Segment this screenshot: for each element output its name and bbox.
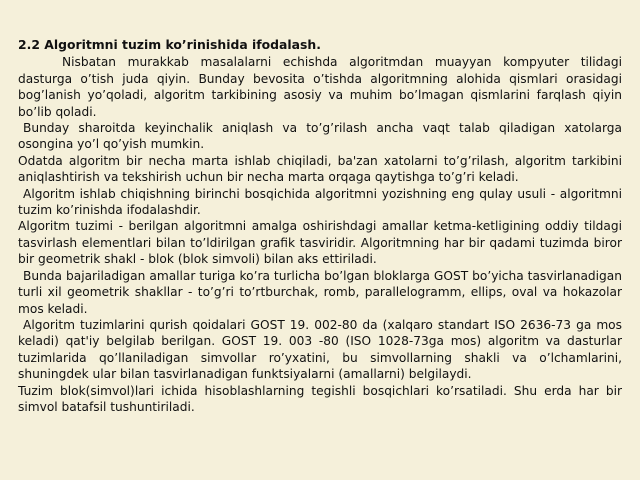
paragraph-first-stage: Algoritm ishlab chiqishning birinchi bosqichida algoritmni yozishning eng qulay usuli - algoritmni tuzim ko’rinishda ifodalashdir.	[18, 186, 622, 218]
paragraph-blocks: Tuzim blok(simvol)lari ichida hisoblashlarning tegishli bosqichlari ko’rsatiladi. Shu erda har bir simvol batafsil tushuntiriladi.	[18, 383, 622, 414]
paragraph-definition: Algoritm tuzimi - berilgan algoritmni amalga oshirishdagi amallar ketma-ketligining oddiy tildagi tasvirlash elementlari bilan to’ldirilgan grafik tasviridir. Algoritmning har bir qadami tuzimda biror bir geometrik shakl - blok (blok simvoli) bilan aks ettiriladi.	[18, 219, 622, 267]
paragraph-errors: Bunday sharoitda keyinchalik aniqlash va to’g’rilash ancha vaqt talab qiladigan xatolarga osongina yo’l qo’yish mumkin.	[18, 121, 622, 152]
section-heading: 2.2 Algoritmni tuzim ko’rinishida ifodalash.	[18, 37, 321, 52]
paragraph-iterations: Odatda algoritm bir necha marta ishlab chiqiladi, ba'zan xatolarni to’g’rilash, algoritm tarkibini aniqlashtirish va tekshirish uchun bir necha marta orqaga qaytishga to’g’ri keladi.	[18, 153, 622, 185]
paragraph-intro: Nisbatan murakkab masalalarni echishda algoritmdan muayyan kompyuter tilidagi dasturga o’tish juda qiyin. Bunday bevosita o’tishda algoritmning alohida qismlari orasidagi bog’lanish yo’qoladi, algoritm tarkibining asosiy va muhim bo’lmagan qismlarini farqlash qiyin bo’lib qoladi.	[18, 55, 622, 119]
paragraph-gost-rules: Algoritm tuzimlarini qurish qoidalari GOST 19. 002-80 da (xalqaro standart ISO 2636-73 ga mos keladi) qat'iy belgilab berilgan. GOST 19. 003 -80 (ISO 1028-73ga mos) algoritm va dasturlar tuzimlarida qo’llaniladigan simvollar ro’yxatini, bu simvollarning shakli va o’lchamlarini, shuningdek ular bilan tasvirlanadigan funktsiyalarni (amallarni) belgilaydi.	[18, 317, 622, 382]
paragraph-block-shapes: Bunda bajariladigan amallar turiga ko’ra turlicha bo’lgan bloklarga GOST bo’yicha tasvirlanadigan turli xil geometrik shakllar - to’g’ri to’rtburchak, romb, parallelogramm, ellips, oval va hokazolar mos keladi.	[18, 268, 622, 316]
